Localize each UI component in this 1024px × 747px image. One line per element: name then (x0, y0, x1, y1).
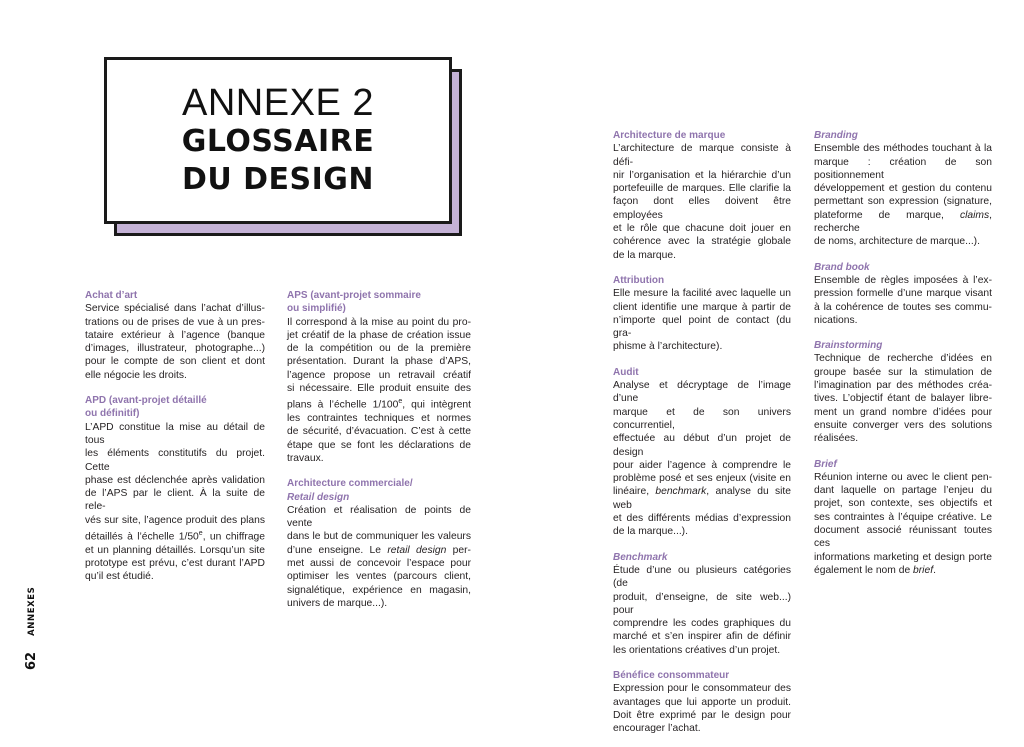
definition-line: document associé réunissant toutes ces (814, 525, 992, 550)
glossary-definition (613, 379, 791, 539)
definition-line: univers de marque...). (287, 597, 388, 609)
glossary-entry (814, 339, 992, 445)
definition-line: Technique de recherche d’idées en (814, 353, 992, 365)
definition-line: travaux. (287, 452, 324, 464)
definition-line: de l’APS par le client. À la suite de rele- (85, 488, 265, 513)
definition-line: dans le but de communiquer les valeurs (287, 531, 471, 543)
definition-line: présentation. Durant la phase d’APS, (287, 356, 471, 368)
definition-line: produit, d’enseigne, de site web...) pour (613, 591, 791, 616)
definition-line: Il correspond à la mise au point du pro- (287, 316, 471, 328)
definition-line: ensuite converger vers des solutions (814, 419, 992, 431)
definition-line: façon dont elles doivent être employées (613, 196, 791, 221)
glossary-definition (85, 421, 265, 584)
definition-line: tives. L’objectif étant de balayer libre- (814, 393, 992, 405)
right-page (512, 0, 1024, 735)
glossary-entry (85, 394, 265, 584)
glossary-term: Achat d’art (85, 290, 138, 301)
definition-line: trations ou de prises de vue à un pres- (85, 316, 265, 328)
definition-line: l’agence propose un retravail créatif (287, 369, 471, 381)
definition-line: si nécessaire. Elle produit ensuite des (287, 383, 471, 395)
left-page (0, 0, 512, 723)
definition-line: Service spécialisé dans l’achat d’illus- (85, 303, 265, 315)
glossary-entry (814, 129, 992, 249)
definition-line: et un planning détaillés. Lorsqu’un site (85, 544, 265, 556)
glossary-definition (613, 287, 791, 353)
glossary-entry (613, 366, 791, 539)
glossary-column-1 (85, 289, 265, 596)
glossary-title-line2: DU DESIGN (181, 161, 375, 197)
definition-line: les éléments constitutifs du projet. Cette (85, 448, 265, 473)
definition-line: les contraintes techniques et normes (287, 413, 471, 425)
definition-line: d’une enseigne. Le retail design per- (287, 544, 471, 556)
definition-line: pour le compte de son client et dont (85, 356, 265, 368)
glossary-column-3 (613, 129, 791, 747)
definition-line: dant laquelle on partage l’enjeu du (814, 485, 992, 497)
definition-line: optimiser les ventes (parcours client, (287, 571, 471, 583)
glossary-term: Benchmark (613, 551, 668, 563)
definition-line: Ensemble des méthodes touchant à la (814, 143, 992, 155)
glossary-column-2 (287, 289, 471, 622)
glossary-entry (613, 551, 791, 657)
definition-line: phisme à l’architecture). (613, 341, 723, 353)
glossary-term: APS (avant-projet sommaire ou simplifié) (287, 290, 421, 315)
glossary-entry (613, 129, 791, 262)
definition-line: qu’il est étudié. (85, 571, 154, 583)
definition-line: L’architecture de marque consiste à défi- (613, 143, 791, 168)
definition-line: elle négocie les droits. (85, 369, 187, 381)
definition-line: groupe basée sur la stimulation de (814, 366, 992, 378)
definition-line: projet, son contexte, ses objectifs et (814, 498, 992, 510)
definition-line: plateforme de marque, claims, recherche (814, 209, 992, 235)
glossary-entry (814, 458, 992, 578)
definition-line: marque : création de son positionnement (814, 156, 992, 181)
definition-line: met aussi de concevoir l’espace pour (287, 558, 471, 570)
definition-line: de noms, architecture de marque...). (814, 236, 980, 248)
definition-line: vés sur site, l’agence produit des plans (85, 514, 265, 526)
definition-line: pression formelle d’une marque visant (814, 288, 992, 300)
definition-line: jet créatif de la phase de création issue (287, 329, 471, 341)
definition-line: prototype est prévu, c’est durant l’APD (85, 558, 265, 570)
glossary-definition (287, 316, 471, 466)
definition-line: marché et s’en inspirer afin de définir (613, 631, 791, 643)
definition-line: effectuée au début d’un projet de design (613, 433, 791, 458)
glossary-term: Brand book (814, 261, 870, 273)
definition-line: problème posé et ses enjeux (visite en (613, 473, 791, 485)
definition-line: n’importe quel point de contact (du gra- (613, 314, 791, 340)
glossary-definition (85, 302, 265, 382)
definition-line: marque et de son univers concurrentiel, (613, 406, 791, 431)
definition-line: et le rôle que chacune doit jouer en (613, 223, 791, 235)
definition-line: Étude d’une ou plusieurs catégories (de (613, 564, 791, 590)
definition-line: nications. (814, 314, 858, 326)
glossary-definition (814, 352, 992, 445)
definition-line: linéaire, benchmark, analyse du site web (613, 486, 791, 511)
glossary-definition (814, 142, 992, 248)
definition-line: ses contraintes à l’équipe créative. Le (814, 511, 992, 523)
definition-line: permettant son expression (signature, (814, 196, 992, 208)
definition-line: cohérence avec la stratégie globale (613, 236, 791, 248)
glossary-term: Architecture commerciale/ Retail design (287, 478, 413, 503)
definition-line: client identifie une marque à partir de (613, 301, 791, 313)
definition-line: réalisées. (814, 433, 859, 445)
definition-line: Elle mesure la facilité avec laquelle un (613, 288, 791, 300)
definition-line: de la marque. (613, 249, 676, 261)
definition-line: signalétique, expérience en magasin, (287, 584, 471, 596)
glossary-term: Bénéfice consommateur (613, 669, 730, 681)
definition-line: Analyse et décryptage de l’image d’une (613, 380, 791, 405)
definition-line: ment un grand nombre d’idées pour (814, 406, 992, 418)
definition-line: encourager l’achat. (613, 723, 701, 735)
definition-line: pour aider l’agence à comprendre le (613, 459, 791, 471)
section-label: ANNEXES (26, 586, 37, 636)
page-number: 62 (24, 651, 39, 670)
definition-line: développement et gestion du contenu (814, 183, 992, 195)
definition-line: et des différents médias d’expression (613, 513, 791, 525)
definition-line: tataire extérieur à l’agence (banque (85, 329, 265, 341)
definition-line: portefeuille de marques. Elle clarifie la (613, 183, 791, 195)
definition-line: de la compétition ou de la première (287, 343, 471, 355)
glossary-term: Attribution (613, 274, 665, 286)
glossary-title-line1: GLOSSAIRE (181, 123, 375, 159)
glossary-entry (613, 274, 791, 354)
glossary-definition (613, 564, 791, 657)
title-box (104, 57, 452, 224)
definition-line: plans à l’échelle 1/100e, qui intègrent (287, 398, 471, 411)
folio (24, 560, 40, 670)
definition-line: les orientations créatives d’un projet. (613, 644, 781, 656)
glossary-entry (85, 289, 265, 382)
glossary-column-4 (814, 129, 992, 589)
glossary-definition (613, 142, 791, 262)
annex-title: ANNEXE 2 (182, 81, 374, 124)
definition-line: l’imagination par des méthodes créa- (814, 380, 992, 392)
definition-line: informations marketing et design porte (814, 551, 992, 563)
definition-line: Ensemble de règles imposées à l’ex- (814, 274, 992, 286)
glossary-entry (287, 289, 471, 465)
definition-line: étape que se font les déclarations de (287, 439, 471, 451)
definition-line: Expression pour le consommateur des (613, 683, 791, 695)
definition-line: à la cohérence de toutes ses commu- (814, 301, 992, 313)
definition-line: de sécurité, d’évacuation. C’est à cette (287, 426, 471, 438)
definition-line: Réunion interne ou avec le client pen- (814, 471, 992, 483)
glossary-term: Branding (814, 130, 858, 141)
glossary-term: Audit (613, 366, 639, 378)
definition-line: L’APD constitue la mise au détail de tous (85, 421, 265, 446)
definition-line: comprendre les codes graphiques du (613, 618, 791, 630)
definition-line: avantages que lui apporte un produit. (613, 696, 791, 708)
definition-line: d’images, illustrateur, photographe...) (85, 343, 265, 355)
glossary-entry (287, 477, 471, 610)
glossary-term: Brainstorming (814, 340, 883, 352)
glossary-term: Architecture de marque (613, 130, 726, 141)
glossary-definition (287, 504, 471, 610)
glossary-definition (814, 274, 992, 327)
definition-line: Création et réalisation de points de vente (287, 504, 471, 530)
glossary-entry (814, 261, 992, 327)
definition-line: nir l’organisation et la hiérarchie d’un (613, 169, 791, 181)
glossary-term: Brief (814, 458, 837, 470)
definition-line: phase est déclenchée après validation (85, 474, 265, 486)
definition-line: également le nom de brief. (814, 564, 936, 576)
definition-line: détaillés à l’échelle 1/50e, un chiffrage (85, 530, 265, 543)
glossary-term: APD (avant-projet détaillé ou définitif) (85, 395, 207, 420)
definition-line: Doit être exprimé par le design pour (613, 709, 791, 721)
glossary-definition (613, 682, 791, 735)
glossary-definition (814, 471, 992, 577)
definition-line: de la marque...). (613, 526, 688, 538)
glossary-entry (613, 669, 791, 735)
